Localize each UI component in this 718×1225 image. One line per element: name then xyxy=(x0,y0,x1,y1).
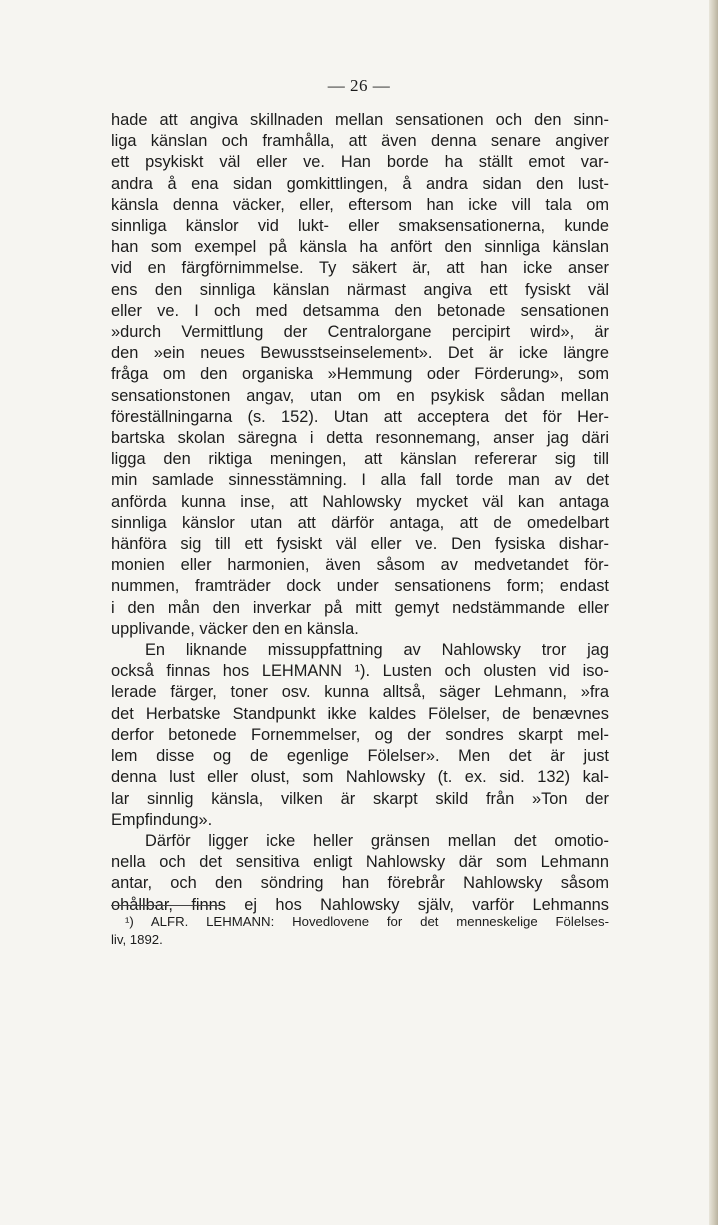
text-line: fråga om den organiska »Hemmung oder Förderung», som xyxy=(111,365,609,384)
text-line: lerade färger, toner osv. kunna alltså, säger Lehmann, »fra xyxy=(111,683,609,702)
footnote-line: ¹) ALFR. LEHMANN: Hovedlovene for det menneskelige Fölelses- xyxy=(125,914,609,929)
text-line: ohållbar, finns ej hos Nahlowsky själv, varför Lehmanns xyxy=(111,895,609,914)
text-line: också finnas hos LEHMANN ¹). Lusten och olusten vid iso- xyxy=(111,662,609,681)
text-line: sensationstonen angav, utan om en psykisk sådan mellan xyxy=(111,386,609,405)
text-line: monien eller harmonien, även såsom av medvetandet för- xyxy=(111,556,609,575)
text-line: upplivande, väcker den en känsla. xyxy=(111,619,359,638)
footnote-rule xyxy=(111,905,221,906)
text-line: sinnliga känslor utan att därför antaga, att de omedelbart xyxy=(111,513,609,532)
footnote xyxy=(111,913,609,949)
text-line: andra å ena sidan gomkittlingen, å andra sidan den lust- xyxy=(111,174,609,193)
text-line: hänföra sig till ett fysiskt väl eller ve. Den fysiska dishar- xyxy=(111,535,609,554)
text-line: bartska skolan säregna i detta resonnemang, anser jag däri xyxy=(111,429,609,448)
text-line: lem disse og de egenlige Fölelser». Men det är just xyxy=(111,747,609,766)
text-line: »durch Vermittlung der Centralorgane percipirt wird», är xyxy=(111,323,609,342)
text-line: Därför ligger icke heller gränsen mellan det omotio- xyxy=(145,831,609,850)
text-line: denna lust eller olust, som Nahlowsky (t. ex. sid. 132) kal- xyxy=(111,768,609,787)
text-line: det Herbatske Standpunkt ikke kaldes Fölelser, de benævnes xyxy=(111,704,609,723)
text-line: anförda kunna inse, att Nahlowsky mycket väl kan antaga xyxy=(111,492,609,511)
text-line: ligga den riktiga meningen, att känslan refererar sig till xyxy=(111,450,609,469)
text-line: liga känslan och framhålla, att även denna senare angiver xyxy=(111,132,609,151)
page-number: — 26 — xyxy=(327,76,391,95)
text-line: nummen, framträder dock under sensationens form; endast xyxy=(111,577,609,596)
text-line: ett psykiskt väl eller ve. Han borde ha ställt emot var- xyxy=(111,153,609,172)
body-text xyxy=(111,110,609,916)
text-line: i den mån den inverkar på mitt gemyt nedstämmande eller xyxy=(111,598,609,617)
text-line: han som exempel på känsla ha anfört den sinnliga känslan xyxy=(111,238,609,257)
text-line: nella och det sensitiva enligt Nahlowsky där som Lehmann xyxy=(111,853,609,872)
text-line: föreställningarna (s. 152). Utan att acceptera det för Her- xyxy=(111,407,609,426)
text-line: vid en färgförnimmelse. Ty säkert är, att han icke anser xyxy=(111,259,609,278)
text-line: sinnliga känslor vid lukt- eller smaksensationerna, kunde xyxy=(111,217,609,236)
footnote-line: liv, 1892. xyxy=(111,932,163,947)
text-line: min samlade sinnesstämning. I alla fall torde man av det xyxy=(111,471,609,490)
text-line: En liknande missuppfattning av Nahlowsky tror jag xyxy=(145,641,609,660)
text-line: lar sinnlig känsla, vilken är skarpt skild från »Ton der xyxy=(111,789,609,808)
text-line: derfor betonede Fornemmelser, og der sondres skarpt mel- xyxy=(111,725,609,744)
text-line: antar, och den söndring han förebrår Nahlowsky såsom xyxy=(111,874,609,893)
text-line: känsla denna väcker, eller, eftersom han icke vill tala om xyxy=(111,195,609,214)
text-line: hade att angiva skillnaden mellan sensationen och den sinn- xyxy=(111,111,609,129)
text-line: eller ve. I och med detsamma den betonade sensationen xyxy=(111,301,609,320)
text-line: ens den sinnliga känslan närmast angiva ett fysiskt väl xyxy=(111,280,609,299)
text-line: Empfindung». xyxy=(111,810,213,829)
text-line: den »ein neues Bewusstseinselement». Det är icke längre xyxy=(111,344,609,363)
page-edge-shadow xyxy=(709,0,718,1225)
